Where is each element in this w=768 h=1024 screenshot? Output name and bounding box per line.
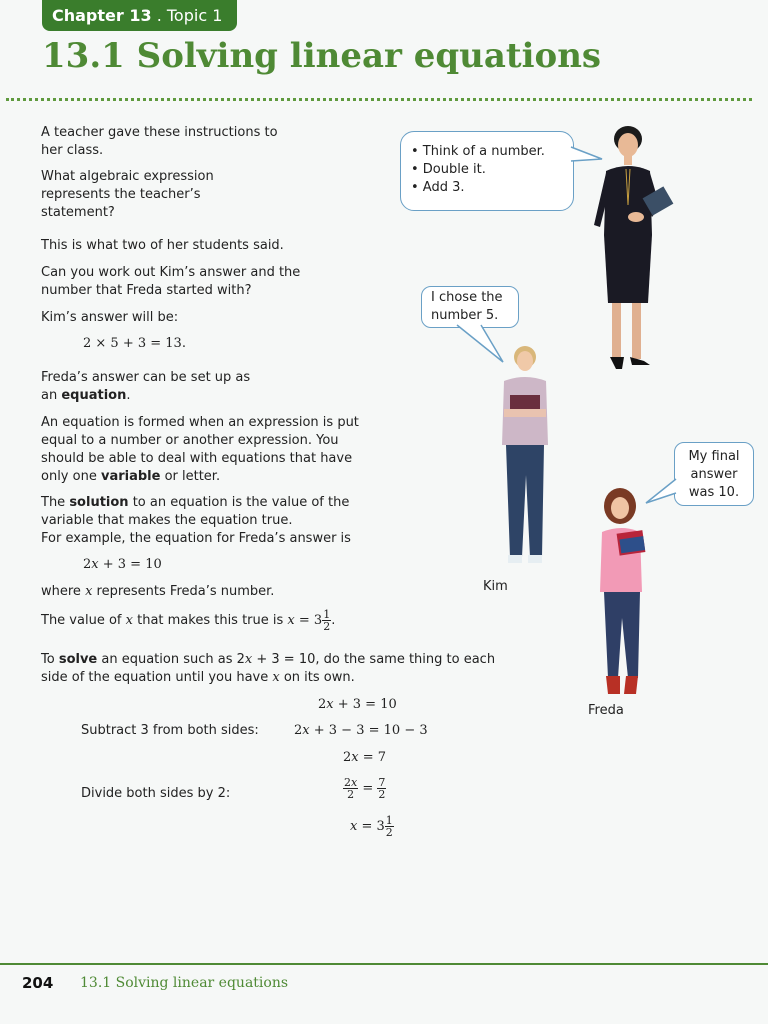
working-line-4: [343, 777, 386, 800]
math-variable: x: [244, 652, 253, 667]
text-run: An equation is formed when an expression is put equal to a number or another expression. You should be able to deal with equations that have only one: [41, 415, 359, 484]
freda-label: Freda: [588, 703, 624, 718]
text-run: To: [41, 652, 59, 667]
fraction: [322, 609, 331, 632]
kim-calculation: 2 × 5 + 3 = 13.: [83, 336, 186, 351]
denominator: 2: [385, 826, 393, 839]
kim-answer-label: Kim’s answer will be:: [41, 310, 179, 325]
math-run: = 3: [357, 819, 385, 834]
text-run: that makes this true is: [132, 613, 288, 628]
page-number: 204: [22, 974, 54, 992]
math-run: = 7: [358, 750, 387, 765]
chapter-tab: [42, 0, 237, 31]
equation-definition-paragraph: [41, 414, 376, 486]
working-line-1: [318, 696, 397, 714]
intro-paragraph: A teacher gave these instructions to her class.: [41, 125, 278, 158]
bubble-line: I chose the: [431, 290, 503, 305]
math-run: 2: [294, 723, 303, 738]
keyword-solution: solution: [69, 495, 129, 510]
bubble-line: My final: [688, 449, 740, 464]
step-subtract-label: Subtract 3 from both sides:: [81, 723, 259, 738]
working-line-3: [343, 749, 386, 767]
text-run: For example, the equation for Freda’s answer is: [41, 531, 351, 546]
math-run: + 3 − 3 = 10 − 3: [309, 723, 428, 738]
footer-rule: [0, 963, 768, 965]
text-run: The: [41, 495, 70, 510]
text-run: .: [126, 388, 131, 403]
kim-illustration: [490, 345, 560, 575]
math-variable: x: [350, 819, 358, 834]
text-run: an equation such as 2: [97, 652, 245, 667]
freda-speech-bubble: [674, 442, 754, 506]
math-run: 2: [318, 697, 327, 712]
freda-paragraph: [41, 369, 251, 405]
numerator: 7: [378, 776, 386, 789]
math-run: + 3 = 10: [333, 697, 397, 712]
bubble-line: • Double it.: [411, 162, 486, 177]
text-run: + 3 = 10, do the same thing to each side of the equation until you have: [41, 652, 496, 685]
text-run: represents Freda’s number.: [92, 584, 275, 599]
bubble-line: answer: [690, 467, 738, 482]
bubble-line: number 5.: [431, 308, 499, 323]
denominator: 2: [378, 788, 386, 801]
text-run: .: [331, 613, 336, 628]
students-paragraph: This is what two of her students said.: [41, 238, 284, 253]
keyword-solve: solve: [58, 652, 98, 667]
working-line-2: [294, 722, 428, 740]
freda-equation: [83, 556, 162, 574]
page-title: 13.1 Solving linear equations: [42, 36, 602, 76]
text-run: to an equation is the value of the variable that makes the equation true.: [41, 495, 350, 528]
text-run: where: [41, 584, 86, 599]
math-run: 2: [83, 557, 92, 572]
value-paragraph: [41, 609, 335, 632]
math-variable: x: [351, 750, 359, 765]
kim-speech-bubble: [421, 286, 519, 328]
math-variable: x: [85, 584, 93, 599]
text-run: or letter.: [160, 469, 221, 484]
math-run: 2: [344, 776, 351, 789]
question-paragraph: What algebraic expression represents the teacher’s statement?: [41, 169, 214, 220]
math-variable: x: [287, 613, 295, 628]
kim-label: Kim: [483, 579, 508, 594]
bubble-line: was 10.: [688, 485, 740, 500]
denominator: 2: [323, 620, 331, 633]
solution-definition-paragraph: [41, 494, 381, 548]
math-run: + 3 = 10: [98, 557, 162, 572]
freda-illustration: [590, 488, 660, 703]
numerator: 1: [323, 608, 331, 621]
math-variable: x: [125, 613, 133, 628]
working-line-5: [350, 815, 394, 838]
topic-label: . Topic 1: [151, 6, 223, 25]
math-run: 2: [343, 750, 352, 765]
teacher-speech-bubble: [400, 131, 574, 211]
math-variable: x: [302, 723, 310, 738]
math-variable: x: [351, 776, 358, 789]
fraction: [343, 777, 358, 800]
step-divide-label: Divide both sides by 2:: [81, 786, 231, 801]
fraction: [377, 777, 386, 800]
chapter-label: Chapter 13: [52, 6, 152, 25]
keyword-equation: equation: [61, 388, 127, 403]
math-variable: x: [91, 557, 99, 572]
text-run: Freda’s answer can be set up as an: [41, 370, 251, 403]
math-variable: x: [326, 697, 334, 712]
dotted-divider: [6, 98, 752, 101]
teacher-illustration: [580, 125, 680, 375]
solve-instructions-paragraph: [41, 651, 521, 687]
math-run: = 3: [294, 613, 323, 628]
fraction: [385, 815, 394, 838]
challenge-paragraph: Can you work out Kim’s answer and the number that Freda started with?: [41, 265, 301, 298]
numerator: 1: [385, 814, 393, 827]
text-run: The value of: [41, 613, 126, 628]
math-variable: x: [272, 670, 280, 685]
math-run: =: [358, 781, 378, 796]
variable-meaning-paragraph: [41, 583, 274, 601]
text-run: on its own.: [279, 670, 355, 685]
denominator: 2: [347, 788, 355, 801]
footer-section-title: 13.1 Solving linear equations: [80, 975, 289, 991]
bubble-line: • Add 3.: [411, 180, 465, 195]
keyword-variable: variable: [100, 469, 161, 484]
bubble-line: • Think of a number.: [411, 144, 545, 159]
